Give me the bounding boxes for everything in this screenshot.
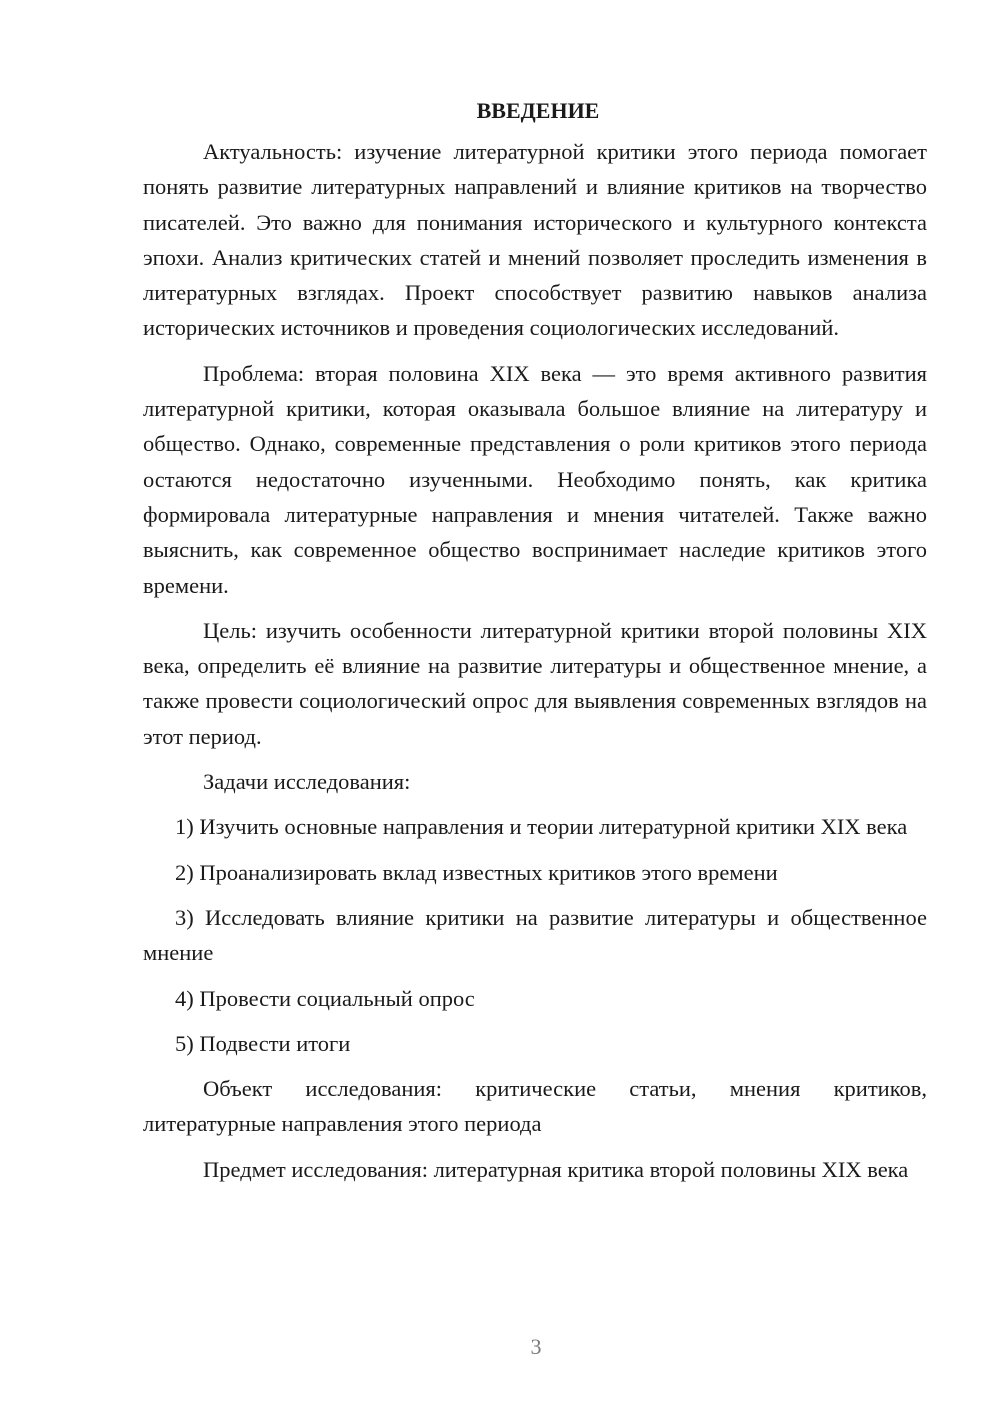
object-paragraph: Объект исследования: критические статьи, мнения критиков, литературные направления этого периода <box>143 1076 927 1137</box>
task-item-3: 3) Исследовать влияние критики на развитие литературы и общественное мнение <box>143 904 927 966</box>
task-item-2: 2) Проанализировать вклад известных критиков этого времени <box>175 859 778 885</box>
subject-paragraph: Предмет исследования: литературная критика второй половины XIX века <box>203 1156 909 1182</box>
page-title: ВВЕДЕНИЕ <box>476 98 600 123</box>
task-item-1: 1) Изучить основные направления и теории литературной критики XIX века <box>175 814 908 840</box>
relevance-paragraph: Актуальность: изучение литературной критики этого периода помогает понять развитие литературных направлений и влияние критиков на творчество писателей. Это важно для понимания исторического и культурного контекста эпохи. Анализ критических статей и мнений позволяет проследить изменения в литературных взглядах. Проект способствует развитию навыков анализа исторических источников и проведения социологических исследований. <box>143 139 927 341</box>
task-item-5: 5) Подвести итоги <box>175 1030 351 1056</box>
problem-paragraph: Проблема: вторая половина XIX века — это время активного развития литературной критики, которая оказывала большое влияние на литературу и общество. Однако, современные представления о роли критиков этого периода остаются недостаточно изученными. Необходимо понять, как критика формировала литературные направления и мнения читателей. Также важно выяснить, как современное общество воспринимает наследие критиков этого времени. <box>143 360 927 598</box>
task-item-4: 4) Провести социальный опрос <box>175 985 475 1011</box>
page-content <box>143 93 927 1197</box>
tasks-heading: Задачи исследования: <box>203 769 411 795</box>
page-number: 3 <box>530 1334 542 1359</box>
goal-paragraph: Цель: изучить особенности литературной критики второй половины XIX века, определить её влияние на развитие литературы и общественное мнение, а также провести социологический опрос для выявления современных взглядов на этот период. <box>143 617 927 749</box>
